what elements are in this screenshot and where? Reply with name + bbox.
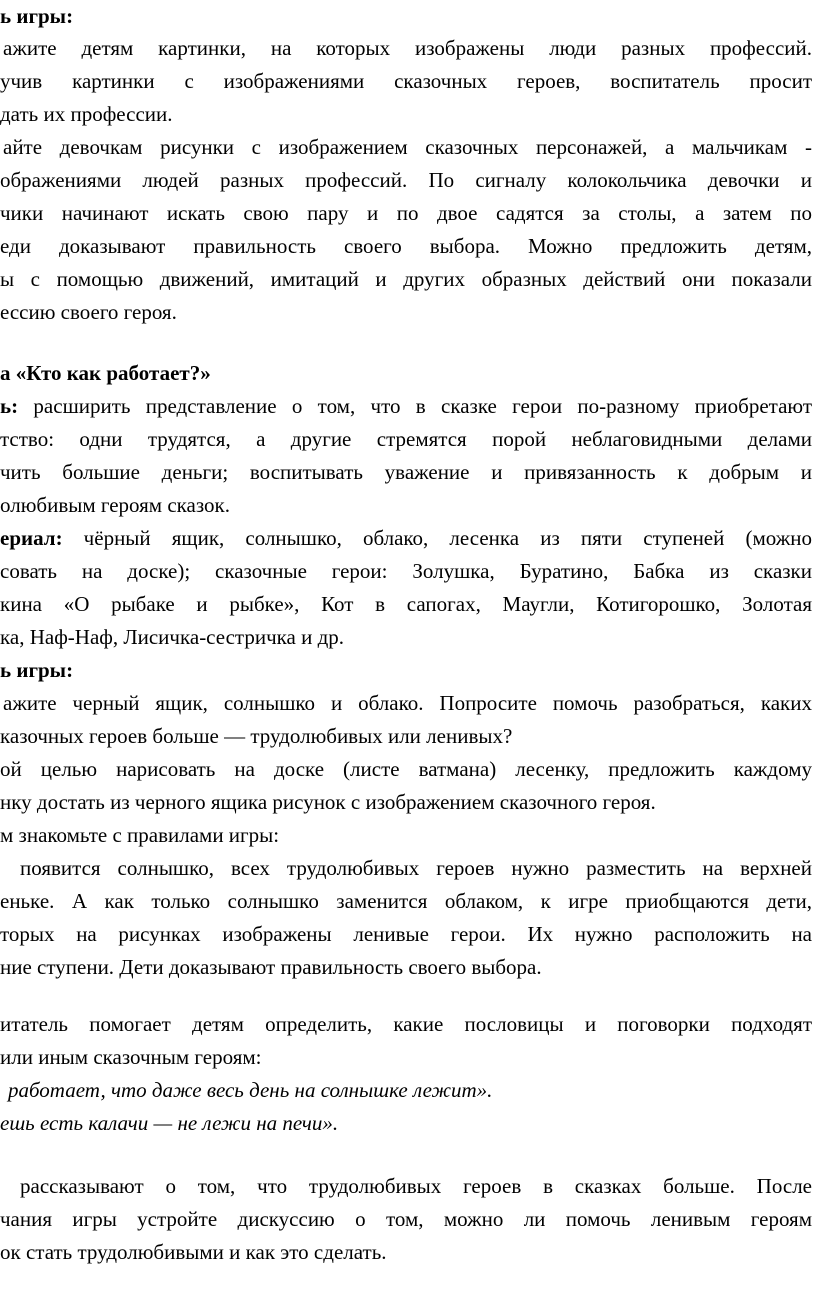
proverb-line: работает, что даже весь день на солнышке лежит».: [8, 1078, 493, 1102]
paragraph-line: тство: одни трудятся, а другие стремятся порой неблаговидными делами: [0, 427, 812, 451]
paragraph-line: ок стать трудолюбивыми и как это сделать.: [0, 1240, 387, 1264]
section-heading: ь игры:: [0, 658, 74, 682]
proverb-line: ешь есть калачи — не лежи на печи».: [0, 1111, 339, 1135]
paragraph-line: олюбивым героям сказок.: [0, 493, 230, 517]
material-text: чёрный ящик, солнышко, облако, лесенка из пяти ступеней (можно: [62, 526, 812, 550]
goal-label: ь:: [0, 394, 19, 418]
paragraph-line: чики начинают искать свою пару и по двое садятся за столы, а затем по: [0, 201, 812, 225]
paragraph-line: кина «О рыбаке и рыбке», Кот в сапогах, Маугли, Котигорошко, Золотая: [0, 592, 812, 616]
paragraph-line: совать на доске); сказочные герои: Золушка, Буратино, Бабка из сказки: [0, 559, 812, 583]
section-heading: ь игры:: [0, 4, 74, 28]
paragraph-line: или иным сказочным героям:: [0, 1045, 262, 1069]
paragraph-line: ние ступени. Дети доказывают правильность своего выбора.: [0, 955, 542, 979]
goal-line: [0, 393, 812, 419]
paragraph-line: ображениями людей разных профессий. По сигналу колокольчика девочки и: [0, 168, 812, 192]
paragraph-line: ажите черный ящик, солнышко и облако. Попросите помочь разобраться, каких: [3, 691, 812, 715]
paragraph-line: ессию своего героя.: [0, 300, 177, 324]
paragraph-line: казочных героев больше — трудолюбивых или ленивых?: [0, 724, 513, 748]
paragraph-line: ажите детям картинки, на которых изображены люди разных профессий.: [3, 36, 812, 60]
paragraph-line: ка, Наф-Наф, Лисичка-сестричка и др.: [0, 625, 345, 649]
paragraph-line: чания игры устройте дискуссию о том, можно ли помочь ленивым героям: [0, 1207, 812, 1231]
material-line: [0, 525, 812, 551]
paragraph-line: чить большие деньги; воспитывать уважение и привязанность к добрым и: [0, 460, 812, 484]
goal-text: расширить представление о том, что в сказке герои по-разному приобретают: [18, 394, 812, 418]
paragraph-line: ы с помощью движений, имитаций и других образных действий они показали: [0, 267, 812, 291]
paragraph-line: рассказывают о том, что трудолюбивых героев в сказках больше. После: [20, 1174, 812, 1198]
material-label: ериал:: [0, 526, 63, 550]
paragraph-line: итатель помогает детям определить, какие пословицы и поговорки подходят: [0, 1012, 812, 1036]
paragraph-line: еньке. А как только солнышко заменится облаком, к игре приобщаются дети,: [0, 889, 812, 913]
game-title: а «Кто как работает?»: [0, 361, 211, 385]
paragraph-line: еди доказывают правильность своего выбора. Можно предложить детям,: [0, 234, 812, 258]
paragraph-line: учив картинки с изображениями сказочных героев, воспитатель просит: [0, 69, 812, 93]
paragraph-line: нку достать из черного ящика рисунок с изображением сказочного героя.: [0, 790, 656, 814]
paragraph-line: появится солнышко, всех трудолюбивых героев нужно разместить на верхней: [20, 856, 812, 880]
paragraph-line: дать их профессии.: [0, 102, 173, 126]
paragraph-line: м знакомьте с правилами игры:: [0, 823, 280, 847]
paragraph-line: айте девочкам рисунки с изображением сказочных персонажей, а мальчикам -: [3, 135, 812, 159]
paragraph-line: ой целью нарисовать на доске (листе ватмана) лесенку, предложить каждому: [0, 757, 812, 781]
paragraph-line: торых на рисунках изображены ленивые герои. Их нужно расположить на: [0, 922, 812, 946]
